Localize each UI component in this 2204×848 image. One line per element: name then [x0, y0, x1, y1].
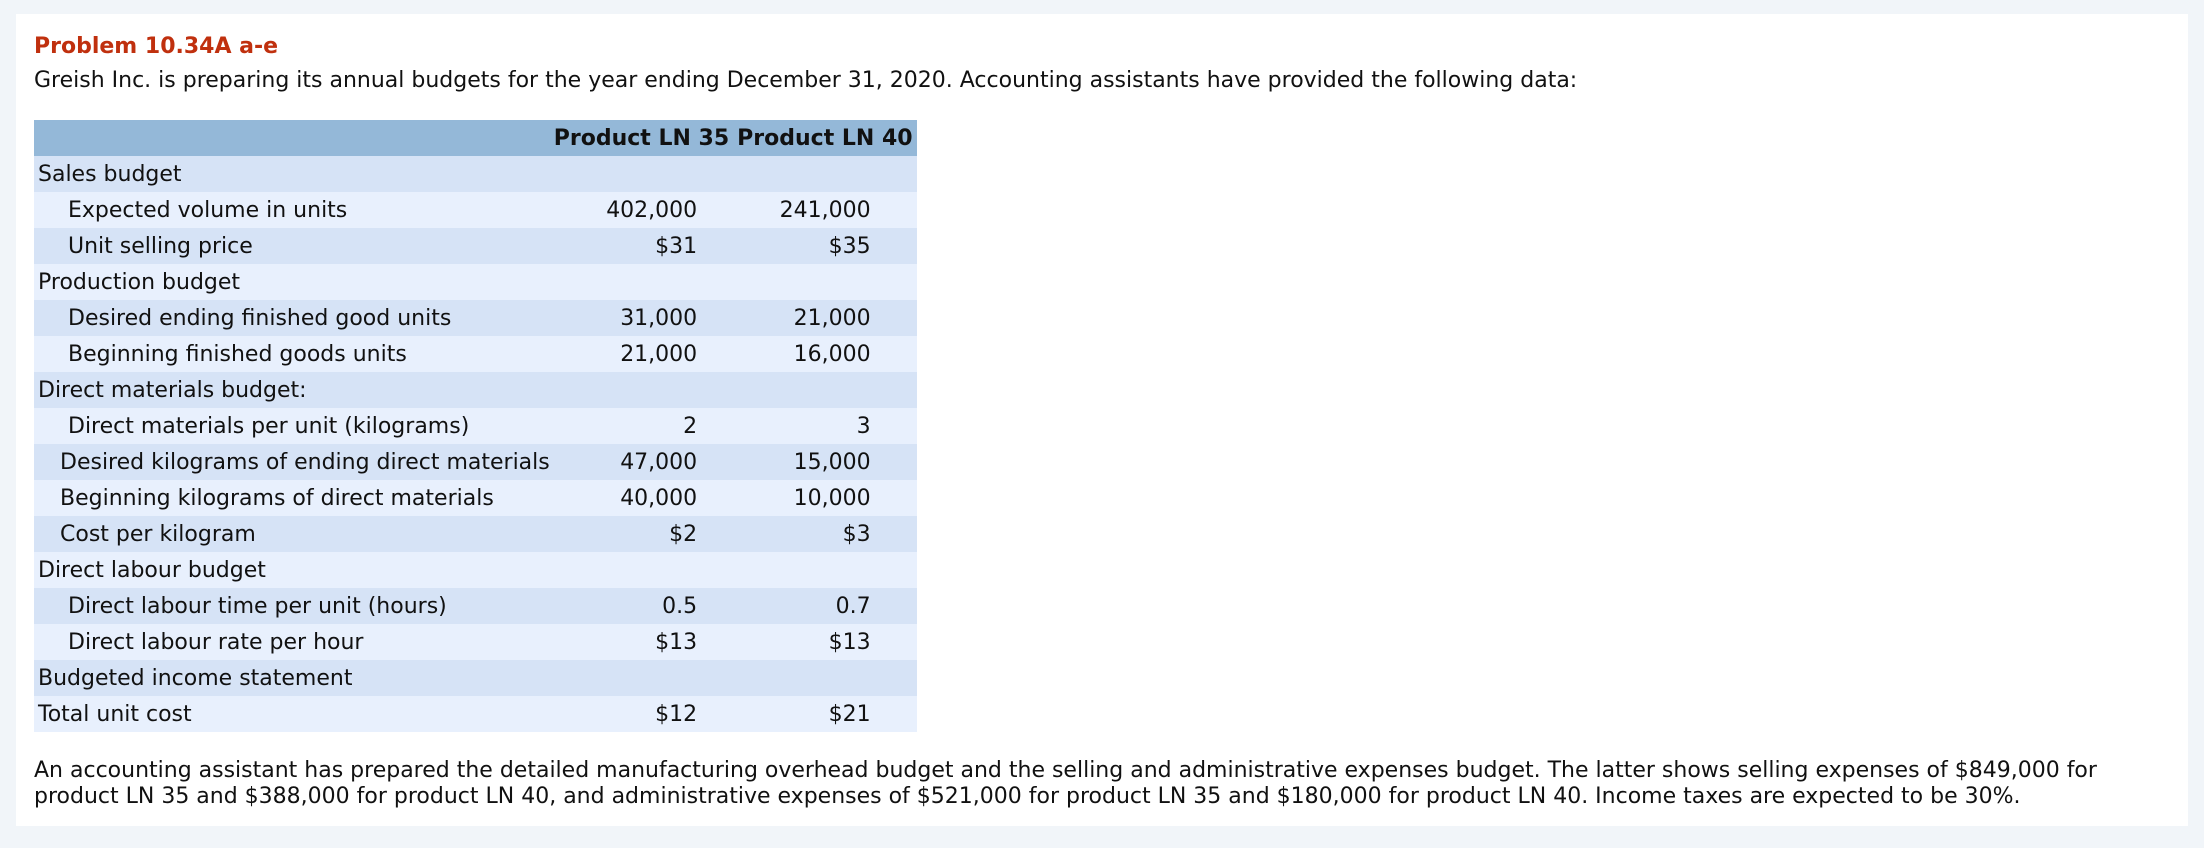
row-label: Direct labour rate per hour	[34, 624, 550, 660]
ln35-value	[550, 552, 733, 588]
ln40-value: 15,000	[733, 444, 916, 480]
ln40-value: $13	[733, 624, 916, 660]
problem-title: Problem 10.34A a-e	[34, 34, 279, 59]
ln40-value	[733, 552, 916, 588]
table-row	[34, 516, 917, 552]
ln35-value: $31	[550, 228, 733, 264]
ln40-value	[733, 372, 916, 408]
row-label: Budgeted income statement	[34, 660, 550, 696]
header-blank	[34, 120, 550, 156]
header-product-ln35: Product LN 35	[550, 120, 733, 156]
ln35-value	[550, 372, 733, 408]
ln40-value: 16,000	[733, 336, 916, 372]
problem-card	[16, 14, 2188, 826]
table-row	[34, 336, 917, 372]
ln40-value	[733, 156, 916, 192]
row-label: Direct labour time per unit (hours)	[34, 588, 550, 624]
row-label: Expected volume in units	[34, 192, 550, 228]
ln40-value: 10,000	[733, 480, 916, 516]
ln35-value: 47,000	[550, 444, 733, 480]
table-row	[34, 300, 917, 336]
ln40-value: 0.7	[733, 588, 916, 624]
table-row	[34, 444, 917, 480]
ln35-value: 21,000	[550, 336, 733, 372]
ln35-value: $13	[550, 624, 733, 660]
ln40-value	[733, 264, 916, 300]
table-row	[34, 156, 917, 192]
row-label: Unit selling price	[34, 228, 550, 264]
row-label: Direct materials budget:	[34, 372, 550, 408]
ln35-value: 2	[550, 408, 733, 444]
row-label: Cost per kilogram	[34, 516, 550, 552]
row-label: Beginning finished goods units	[34, 336, 550, 372]
table-row	[34, 228, 917, 264]
row-label: Desired kilograms of ending direct materials	[34, 444, 550, 480]
ln35-value: $2	[550, 516, 733, 552]
table-row	[34, 696, 917, 732]
row-label: Direct labour budget	[34, 552, 550, 588]
table-row	[34, 480, 917, 516]
table-row	[34, 408, 917, 444]
problem-intro: Greish Inc. is preparing its annual budgets for the year ending December 31, 2020. Accounting assistants have provided the following data:	[34, 68, 1578, 93]
ln40-value: 21,000	[733, 300, 916, 336]
header-product-ln40: Product LN 40	[733, 120, 916, 156]
ln35-value: 0.5	[550, 588, 733, 624]
ln35-value: 31,000	[550, 300, 733, 336]
table-row	[34, 372, 917, 408]
row-label: Production budget	[34, 264, 550, 300]
ln40-value: $21	[733, 696, 916, 732]
row-label: Beginning kilograms of direct materials	[34, 480, 550, 516]
table-row	[34, 192, 917, 228]
ln40-value: 3	[733, 408, 916, 444]
row-label: Sales budget	[34, 156, 550, 192]
table-row	[34, 264, 917, 300]
ln35-value	[550, 264, 733, 300]
row-label: Desired ending finished good units	[34, 300, 550, 336]
budget-data-table	[34, 120, 917, 732]
ln35-value: $12	[550, 696, 733, 732]
ln40-value: 241,000	[733, 192, 916, 228]
ln40-value: $3	[733, 516, 916, 552]
ln35-value: 40,000	[550, 480, 733, 516]
table-row	[34, 624, 917, 660]
ln40-value	[733, 660, 916, 696]
row-label: Direct materials per unit (kilograms)	[34, 408, 550, 444]
ln35-value	[550, 156, 733, 192]
table-header-row	[34, 120, 917, 156]
table-row	[34, 660, 917, 696]
ln35-value: 402,000	[550, 192, 733, 228]
table-row	[34, 588, 917, 624]
ln35-value	[550, 660, 733, 696]
table-row	[34, 552, 917, 588]
ln40-value: $35	[733, 228, 916, 264]
row-label: Total unit cost	[34, 696, 550, 732]
problem-footer-note: An accounting assistant has prepared the detailed manufacturing overhead budget and the selling and administrative expenses budget. The latter shows selling expenses of $849,000 for product LN 35 and $388,000 for product LN 40, and administrative expenses of $521,000 for product LN 35 and $180,000 for product LN 40. Income taxes are expected to be 30%.	[34, 758, 2097, 809]
